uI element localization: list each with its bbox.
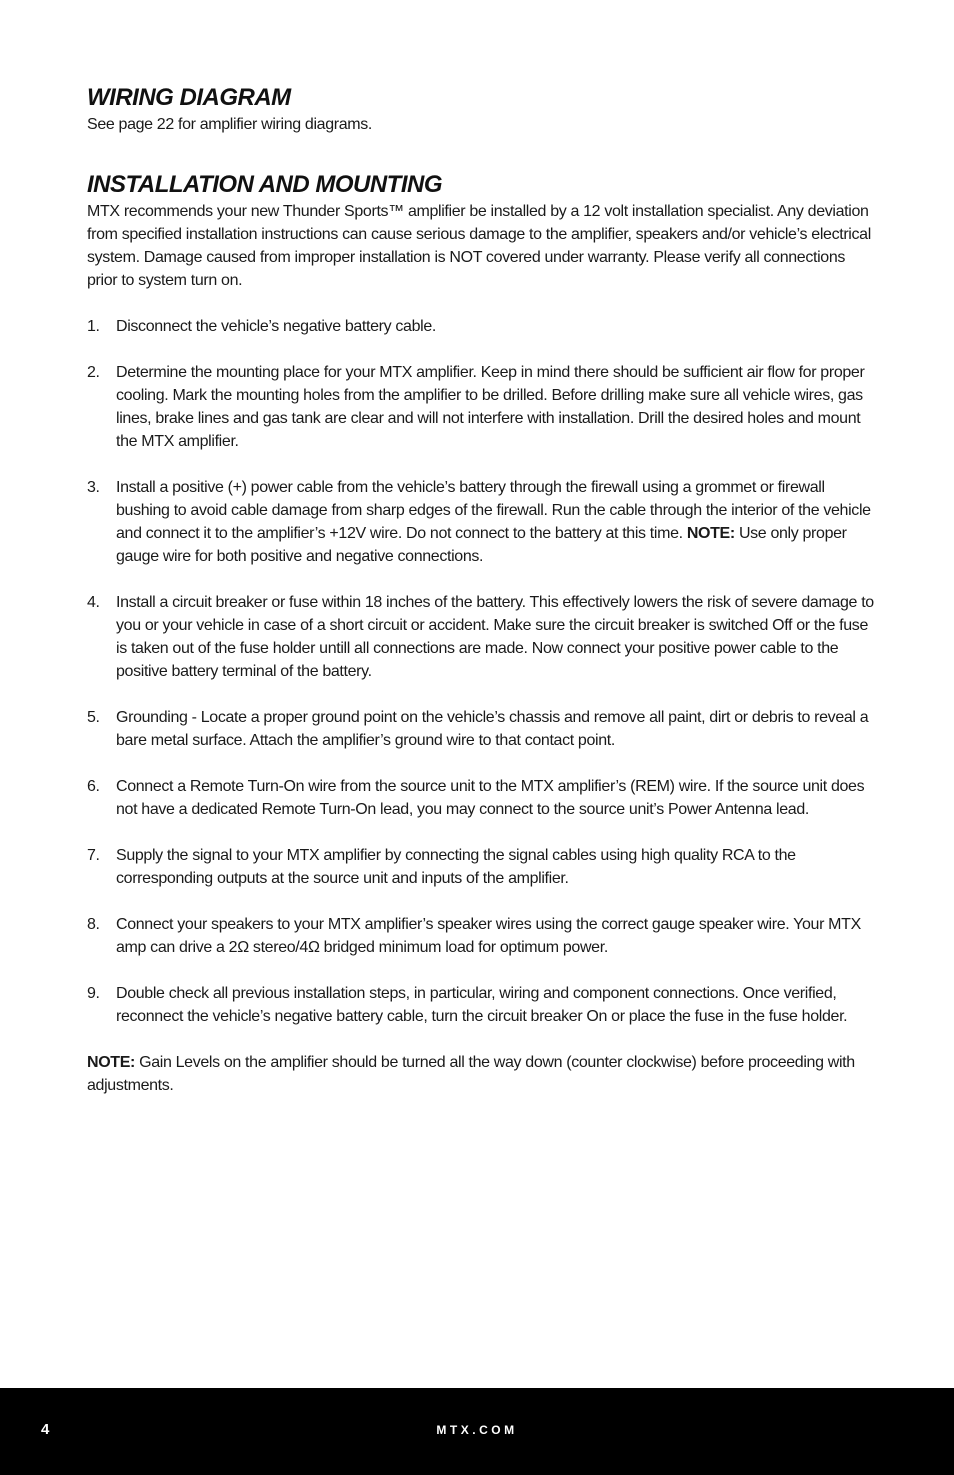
wiring-diagram-text: See page 22 for amplifier wiring diagrams. <box>87 116 373 133</box>
step-number: 4. <box>87 594 100 611</box>
step-text: Connect your speakers to your MTX amplifier’s speaker wires using the correct gauge speaker wire. Your MTX amp can drive a 2Ω stereo/4Ω bridged minimum load for optimum power. <box>116 916 861 956</box>
step-number: 7. <box>87 847 100 864</box>
step-text: Disconnect the vehicle’s negative battery cable. <box>116 318 436 335</box>
step-number: 1. <box>87 318 100 335</box>
step-text: Install a circuit breaker or fuse within 18 inches of the battery. This effectively lowers the risk of severe damage to you or your vehicle in case of a short circuit or accident. Make sure the circuit breaker is switched Off or the fuse is taken out of the fuse holder untill all connections are made. Now connect your positive power cable to the positive battery terminal of the battery. <box>116 594 874 680</box>
step-item <box>87 476 877 568</box>
page-footer <box>0 1388 954 1475</box>
step-number: 8. <box>87 916 100 933</box>
installation-steps <box>87 315 877 1028</box>
step-item <box>87 361 877 453</box>
step-item <box>87 775 877 821</box>
step-text: Supply the signal to your MTX amplifier by connecting the signal cables using high quality RCA to the corresponding outputs at the source unit and inputs of the amplifier. <box>116 847 796 887</box>
step-number: 9. <box>87 985 100 1002</box>
step-item <box>87 982 877 1028</box>
step-item <box>87 913 877 959</box>
final-note-text: Gain Levels on the amplifier should be turned all the way down (counter clockwise) before proceeding with adjustments. <box>87 1054 855 1094</box>
installation-intro: MTX recommends your new Thunder Sports™ amplifier be installed by a 12 volt installation specialist. Any deviation from specified installation instructions can cause serious damage to the amplifier, speakers and/or vehicle’s electrical system. Damage caused from improper installation is NOT covered under warranty. Please verify all connections prior to system turn on. <box>87 203 871 289</box>
wiring-diagram-heading: WIRING DIAGRAM <box>87 84 291 111</box>
installation-heading: INSTALLATION AND MOUNTING <box>87 171 443 198</box>
installation-section <box>87 171 877 1097</box>
note-label: NOTE: <box>686 525 735 542</box>
step-text: Connect a Remote Turn-On wire from the source unit to the MTX amplifier’s (REM) wire. If the source unit does not have a dedicated Remote Turn-On lead, you may connect to the source unit’s Power Antenna lead. <box>116 778 865 818</box>
step-text: Grounding - Locate a proper ground point on the vehicle’s chassis and remove all paint, dirt or debris to reveal a bare metal surface. Attach the amplifier’s ground wire to that contact point. <box>116 709 869 749</box>
final-note-label: NOTE: <box>87 1054 136 1071</box>
page-number: 4 <box>41 1421 50 1438</box>
site-url: MTX.COM <box>436 1423 518 1437</box>
step-number: 3. <box>87 479 100 496</box>
step-text: Double check all previous installation steps, in particular, wiring and component connections. Once verified, reconnect the vehicle’s negative battery cable, turn the circuit breaker On or place the fuse in the fuse holder. <box>116 985 848 1025</box>
step-number: 5. <box>87 709 100 726</box>
wiring-diagram-section <box>87 84 877 136</box>
final-note <box>87 1051 877 1097</box>
step-text: Install a positive (+) power cable from the vehicle’s battery through the firewall using a grommet or firewall bushing to avoid cable damage from sharp edges of the firewall. Run the cable through the interior of the vehicle and connect it to the amplifier’s +12V wire. Do not connect to the battery at this time. <box>116 479 871 542</box>
step-item <box>87 315 877 338</box>
step-number: 6. <box>87 778 100 795</box>
step-item <box>87 706 877 752</box>
step-item <box>87 844 877 890</box>
page-content <box>87 84 877 1097</box>
note-text: Use only proper gauge wire for both positive and negative connections. <box>116 525 847 565</box>
step-number: 2. <box>87 364 100 381</box>
step-text-with-note <box>116 476 877 568</box>
step-item <box>87 591 877 683</box>
step-text: Determine the mounting place for your MTX amplifier. Keep in mind there should be sufficient air flow for proper cooling. Mark the mounting holes from the amplifier to be drilled. Before drilling make sure all vehicle wires, gas lines, brake lines and gas tank are clear and will not interfere with installation. Drill the desired holes and mount the MTX amplifier. <box>116 364 865 450</box>
